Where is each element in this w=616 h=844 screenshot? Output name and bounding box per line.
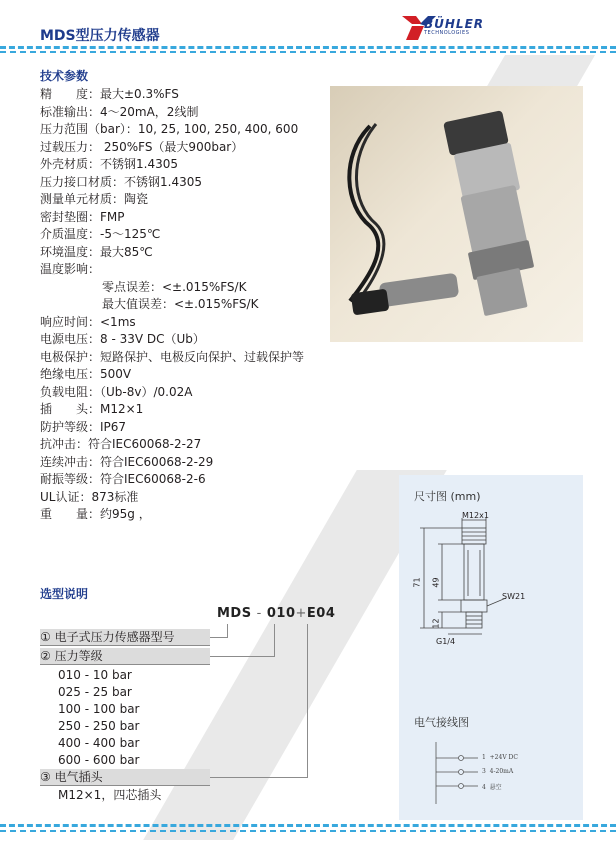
spec-housing: 外壳材质：不锈钢1.4305 bbox=[40, 157, 178, 171]
range-option-100: 100 - 100 bar bbox=[58, 702, 140, 716]
spec-accuracy: 精 度：最大±0.3%FS bbox=[40, 87, 179, 101]
leader-plug-vertical bbox=[307, 624, 308, 778]
spec-cell-material: 测量单元材质：陶瓷 bbox=[40, 192, 149, 206]
leader-model-horizontal bbox=[210, 637, 228, 638]
selection-item-plug: ③ 电气插头 bbox=[40, 769, 210, 786]
dimension-title: 尺寸图 (mm) bbox=[414, 490, 481, 503]
wiring-diagram bbox=[428, 738, 488, 808]
spec-response: 响应时间：<1ms bbox=[40, 314, 136, 329]
spec-seal: 密封垫圈：FMP bbox=[40, 209, 125, 224]
dim-hex: SW21 bbox=[502, 592, 526, 601]
page-title: MDS型压力传感器 bbox=[40, 28, 160, 44]
spec-range: 压力范围（bar）：10, 25, 100, 250, 400, 600 bbox=[40, 122, 299, 136]
spec-temp-influence: 温度影响： bbox=[40, 262, 101, 276]
leader-model-vertical bbox=[227, 624, 228, 638]
dim-thread-top: M12x1 bbox=[462, 511, 489, 520]
spec-supply: 电源电压：8 - 33V DC（Ub） bbox=[40, 332, 205, 346]
spec-vibration: 耐振等级：符合IEC60068-2-6 bbox=[40, 472, 206, 486]
wiring-pin-1: 1 +24V DC bbox=[482, 754, 518, 761]
range-option-010: 010 - 10 bar bbox=[58, 668, 132, 682]
range-option-250: 250 - 250 bar bbox=[58, 719, 140, 733]
brand-name: BÜHLER bbox=[424, 17, 485, 31]
spec-zero-error: 零点误差：<±.015%FS/K bbox=[102, 279, 247, 294]
sensor-illustration bbox=[330, 86, 583, 342]
leader-plug-horizontal bbox=[210, 777, 308, 778]
spec-output: 标准输出：4～20mA，2线制 bbox=[40, 104, 199, 119]
selection-item-range: ② 压力等级 bbox=[40, 648, 210, 665]
wiring-pin-3: 3 4-20mA bbox=[482, 768, 514, 775]
range-option-025: 025 - 25 bar bbox=[58, 685, 132, 699]
dim-total-length: 71 bbox=[412, 577, 422, 588]
spec-weight: 重 量：约95g ， bbox=[40, 507, 151, 521]
spec-load: 负载电阻：（Ub-8v）/0.02A bbox=[40, 384, 193, 399]
selection-title: 选型说明 bbox=[40, 587, 89, 601]
product-photo bbox=[330, 86, 583, 342]
brand-sub: TECHNOLOGIES bbox=[424, 30, 470, 36]
specs-title: 技术参数 bbox=[40, 69, 89, 83]
specs-list bbox=[40, 86, 304, 524]
spec-insulation: 绝缘电压：500V bbox=[40, 367, 132, 381]
footer-divider bbox=[0, 824, 616, 827]
dim-body-length: 49 bbox=[431, 577, 441, 588]
header-divider-sub bbox=[0, 51, 616, 53]
spec-medium-temp: 介质温度：-5～125℃ bbox=[40, 227, 161, 241]
range-option-400: 400 - 400 bar bbox=[58, 736, 140, 750]
wiring-pin-4: 4 悬空 bbox=[482, 784, 502, 791]
plug-option: M12×1，四芯插头 bbox=[58, 788, 162, 802]
model-code: MDS - 010+E04 bbox=[217, 606, 336, 621]
spec-ip: 防护等级：IP67 bbox=[40, 419, 127, 434]
spec-overload: 过载压力： 250%FS（最大900bar） bbox=[40, 139, 244, 154]
spec-port-material: 压力接口材质：不锈钢1.4305 bbox=[40, 174, 202, 189]
spec-max-error: 最大值误差：<±.015%FS/K bbox=[102, 297, 259, 311]
range-option-600: 600 - 600 bar bbox=[58, 753, 140, 767]
header-divider bbox=[0, 46, 616, 49]
leader-range-vertical bbox=[274, 624, 275, 657]
dim-thread-bottom: G1/4 bbox=[436, 637, 456, 646]
spec-ul: UL认证：873标准 bbox=[40, 489, 139, 504]
spec-plug: 插 头：M12×1 bbox=[40, 402, 144, 416]
footer-divider-sub bbox=[0, 830, 616, 832]
dim-bottom-length: 12 bbox=[431, 618, 441, 629]
spec-protection: 电极保护：短路保护、电极反向保护、过载保护等 bbox=[40, 349, 305, 364]
spec-shock: 抗冲击：符合IEC60068-2-27 bbox=[40, 437, 202, 451]
spec-bump: 连续冲击：符合IEC60068-2-29 bbox=[40, 454, 214, 469]
leader-range-horizontal bbox=[210, 656, 275, 657]
wiring-title: 电气接线图 bbox=[414, 716, 469, 729]
selection-item-model: ① 电子式压力传感器型号 bbox=[40, 629, 210, 646]
spec-ambient-temp: 环境温度：最大85℃ bbox=[40, 244, 153, 259]
